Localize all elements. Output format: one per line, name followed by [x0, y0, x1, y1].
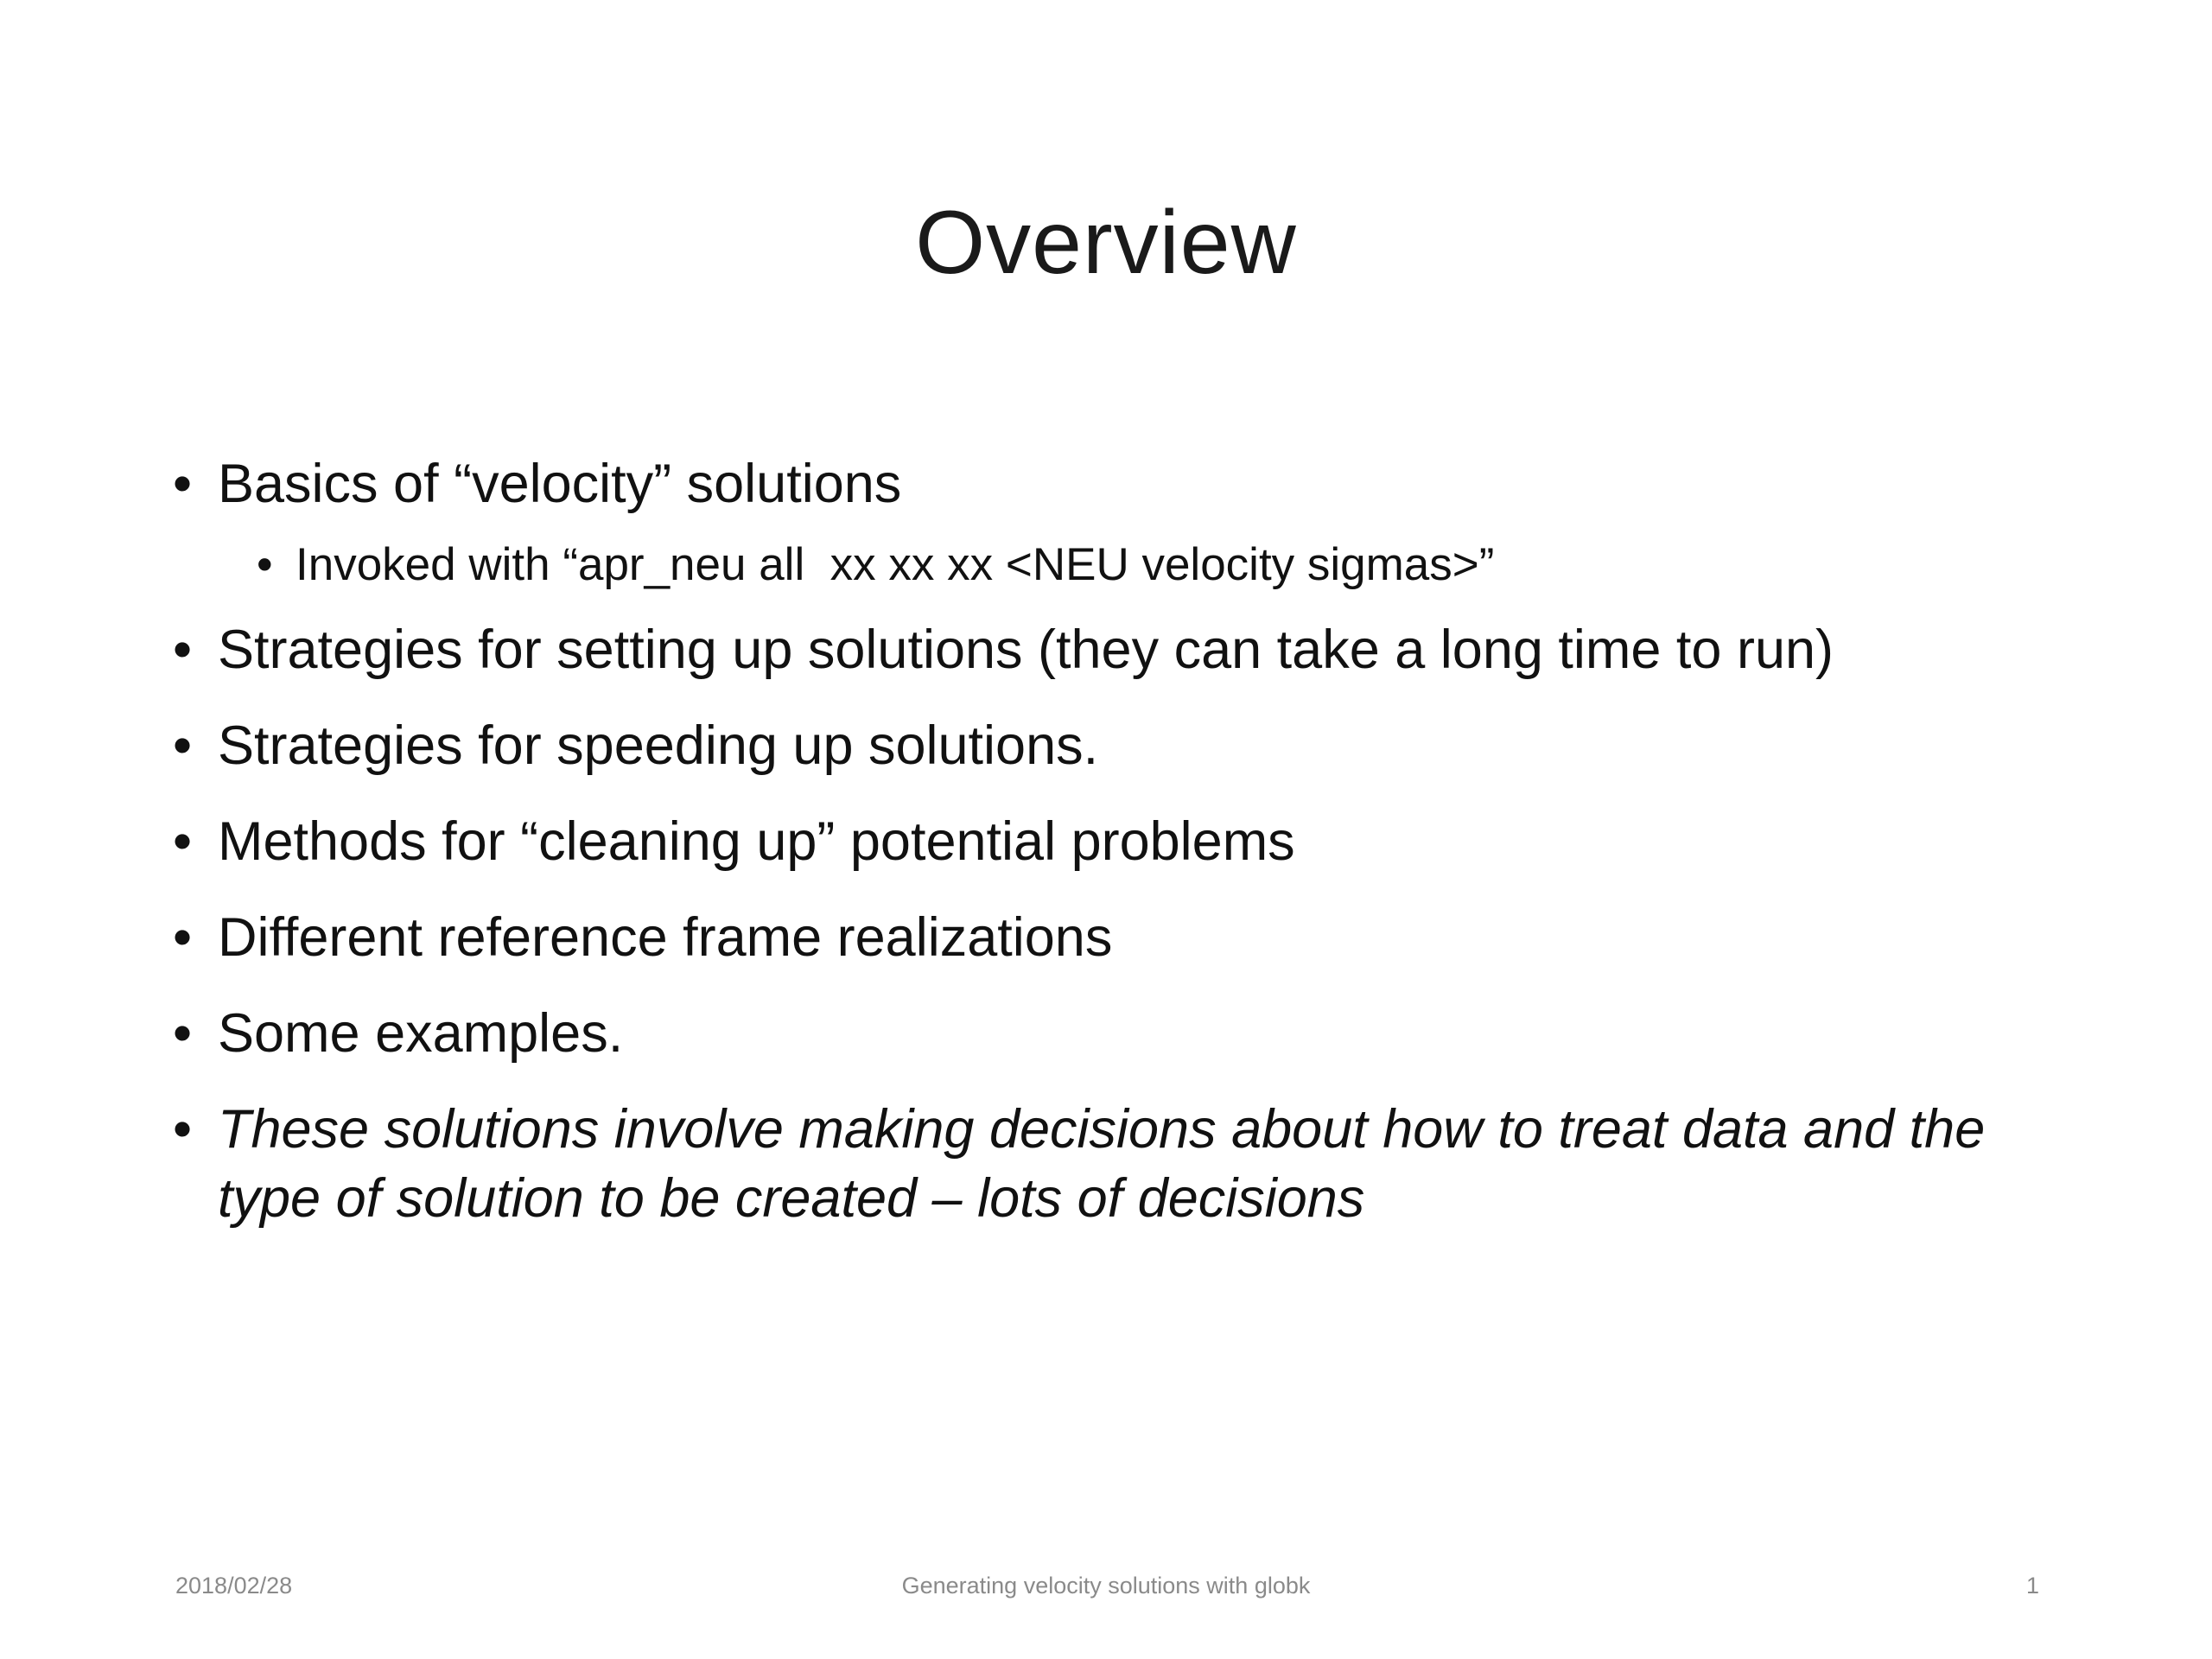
sub-bullet-item: [257, 537, 2091, 594]
bullet-item: [173, 903, 2091, 972]
bullet-dot-icon: •: [173, 620, 193, 680]
bullet-dot-icon: •: [173, 907, 193, 968]
footer-title: Generating velocity solutions with globk: [901, 1573, 1311, 1599]
footer-date: 2018/02/28: [175, 1573, 293, 1599]
bullet-item-italic: [173, 1095, 2091, 1233]
bullet-dot-icon: •: [173, 1099, 193, 1160]
bullet-text: Different reference frame realizations: [218, 907, 1113, 968]
bullet-list: [173, 449, 2091, 1260]
bullet-item: [173, 449, 2091, 518]
bullet-item: [173, 999, 2091, 1068]
bullet-dot-icon: •: [257, 539, 273, 590]
bullet-text: Some examples.: [218, 1003, 624, 1064]
slide-title: Overview: [915, 193, 1297, 293]
bullet-text: These solutions involve making decisions about how to treat data and the type of solution to be created – lots of decisions: [218, 1099, 1986, 1229]
bullet-text: Methods for “cleaning up” potential problems: [218, 811, 1295, 872]
bullet-text: Strategies for speeding up solutions.: [218, 715, 1099, 776]
bullet-item: [173, 615, 2091, 684]
slide-number: 1: [2025, 1573, 2039, 1599]
bullet-item: [173, 807, 2091, 876]
bullet-dot-icon: •: [173, 715, 193, 776]
bullet-text: Basics of “velocity” solutions: [218, 454, 902, 514]
bullet-item: [173, 711, 2091, 780]
bullet-dot-icon: •: [173, 1003, 193, 1064]
sub-bullet-text: Invoked with “apr_neu all xx xx xx <NEU velocity sigmas>”: [296, 539, 1495, 590]
bullet-dot-icon: •: [173, 454, 193, 514]
bullet-text: Strategies for setting up solutions (they can take a long time to run): [218, 620, 1834, 680]
bullet-dot-icon: •: [173, 811, 193, 872]
